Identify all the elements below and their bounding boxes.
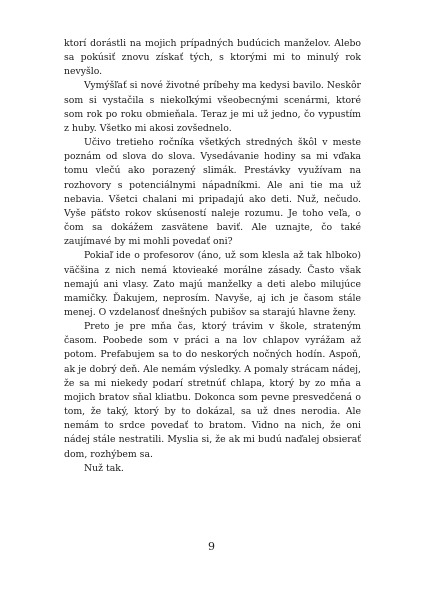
paragraph: Pokiaľ ide o profesorov (áno, už som klesla až tak hlboko) väčšina z nich nemá ktovieaké morálne zásady. Často však nemajú ani vlasy. Zato majú manželky a deti alebo milujúce mamičky. Ďakujem, neprosím. Navyše, aj ich je časom stále menej. O vzdelanosť dnešných pubišov sa starajú hlavne ženy.	[64, 250, 361, 318]
paragraph: Preto je pre mňa čas, ktorý trávim v škole, strateným časom. Poobede som v práci a na lov chlapov vyrážam až potom. Prefabujem sa to do neskorých nočných hodín. Aspoň, ak je dobrý deň. Ale nemám výsledky. A pomaly strácam nádej, že sa mi niekedy podarí stretnúť chlapa, ktorý by zo mňa a mojich bratov sňal kliatbu. Dokonca som pevne presvedčená o tom, že taký, ktorý by to dokázal, sa už dnes nerodia. Ale nemám to srdce povedať to bratom. Vidno na nich, že oni nádej stále nestratili. Myslia si, že ak mi budú naďalej obsierať dom, rozhýbem sa.	[64, 321, 361, 460]
body-text	[64, 37, 361, 476]
page-number: 9	[208, 540, 215, 553]
paragraph: Vymýšľať si nové životné príbehy ma kedysi bavilo. Neskôr som si vystačila s niekoľkými všeobecnými scenármi, ktoré som rok po roku obmieňala. Teraz je mi už jedno, čo vypustím z huby. Všetko mi akosi zovšednelo.	[64, 80, 361, 134]
paragraph: ktorí dorástli na mojich prípadných budúcich manželov. Alebo sa pokúsiť znovu získať tých, s ktorými mi to minulý rok nevyšlo.	[64, 38, 361, 78]
paragraph: Učivo tretieho ročníka všetkých stredných škôl v meste poznám od slova do slova. Vysedávanie hodiny sa mi vďaka tomu vlečú ako porazený slimák. Prestávky využívam na rozhovory s potenciálnymi nápadníkmi. Ale ani tie ma už nebavia. Všetci chalani mi pripadajú ako deti. Nuž, nečudo. Vyše päťsto rokov skúseností naleje rozumu. Je toho veľa, o čom sa dokážem zasvätene baviť. Ale uznajte, čo také zaujímavé by mi mohli povedať oni?	[64, 137, 361, 248]
paragraph: Nuž tak.	[84, 462, 124, 474]
